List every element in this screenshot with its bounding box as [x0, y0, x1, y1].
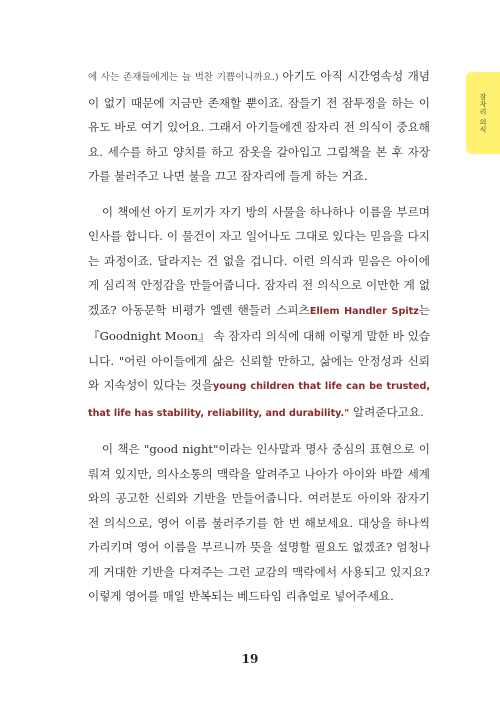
- paragraph-continued-text: 아기도 아직 시간영속성 개념이 없기 때문에 지금만 존재할 뿐이죠. 잠들기 전 잠투정을 하는 이유도 바로 여기 있어요. 그래서 아기들에겐 잠자리 전 의식이 중요해요. 세수를 하고 양치를 하고 잠옷을 갈아입고 그림책을 본 후 자장가를 불러주고 나면 불을 끄고 잠자리에 들게 하는 거죠.: [88, 69, 430, 183]
- paragraph-bedtime-ritual: 이 책은 "good night"이라는 인사말과 명사 중심의 표현으로 이뤄져 있지만, 의사소통의 맥락을 알려주고 나아가 아이와 바깥 세계와의 공고한 신뢰와 기반을 만들어줍니다. 여러분도 아이와 잠자기 전 의식으로, 영어 이름 불러주기를 한 번 해보세요. 대상을 하나씩 가리키며 영어 이름을 부르니까 뜻을 설명할 필요도 없겠죠? 엄청나게 거대한 기반을 다져주는 그런 교감의 맥락에서 사용되고 있지요? 이렇게 영어를 매일 반복되는 베드타임 리츄얼로 넣어주세요.: [88, 442, 430, 603]
- quote-english: young children that life can be trusted, that life has stability, reliability, and durability.": [88, 381, 430, 419]
- parenthetical-lead: 에 사는 존재들에게는 늘 벅찬 기쁨이니까요.): [88, 72, 283, 83]
- paragraph-continued: [88, 64, 430, 189]
- chapter-side-tab-label: 잠자리 의식: [479, 92, 487, 134]
- author-name-english: Ellem Handler Spitz: [309, 305, 419, 317]
- paragraph-goodnight-moon: [88, 200, 430, 427]
- chapter-side-tab: [466, 72, 500, 154]
- paragraph-goodnight-moon-part1: 이 책에선 아기 토끼가 자기 방의 사물을 하나하나 이름을 부르며 인사를 합니다. 이 물건이 자고 일어나도 그대로 있다는 믿음을 다지는 과정이죠. 달라지는 건 없을 겁니다. 이런 의식과 믿음은 아이에게 심리적 안정감을 만들어줍니다. 잠자리 전 의식으로 이만한 게 없겠죠? 아동문학 비평가 엘렌 핸들러 스피츠: [88, 204, 430, 317]
- page-number: 19: [241, 652, 259, 666]
- body-text: [88, 64, 430, 609]
- paragraph-goodnight-moon-part2: 는 『Goodnight Moon』 속 잠자리 의식에 대해 이렇게 말한 바 있습니다. "어린 아이들에게 삶은 신뢰할 만하고, 삶에는 안정성과 신뢰와 지속성이 있다는 것을: [88, 302, 430, 392]
- paragraph-goodnight-moon-part3: 알려준다고요.: [349, 404, 424, 419]
